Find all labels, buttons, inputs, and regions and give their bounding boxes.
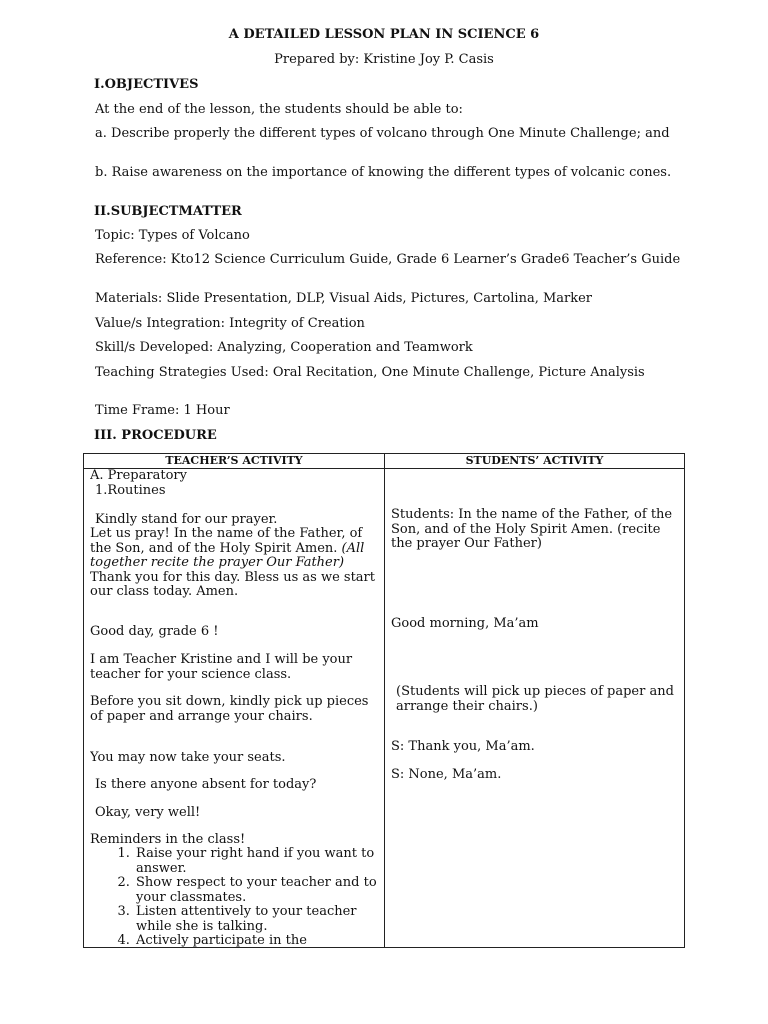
teacher-stand: Kindly stand for our prayer.: [95, 512, 278, 527]
prepared-by: Prepared by: Kristine Joy P. Casis: [274, 52, 494, 67]
objectives-intro: At the end of the lesson, the students should be able to:: [95, 102, 463, 117]
teacher-intro: I am Teacher Kristine and I will be your teacher for your science class.: [90, 652, 353, 682]
teacher-activity-cell: [84, 469, 385, 948]
preparatory-label: A. Preparatory: [90, 469, 187, 483]
subject-matter-heading: II.SUBJECTMATTER: [94, 204, 242, 219]
subject-topic: Topic: Types of Volcano: [95, 228, 250, 243]
list-item: 3. Listen attentively to your teacher while she is talking.: [134, 905, 382, 934]
reminders-list-wrap: [90, 847, 382, 947]
routines-label: 1.Routines: [95, 483, 166, 498]
document-title: A DETAILED LESSON PLAN IN SCIENCE 6: [228, 27, 540, 42]
reminders-label: Reminders in the class!: [90, 832, 246, 847]
subject-reference: Reference: Kto12 Science Curriculum Guide, Grade 6 Learner’s Grade6 Teacher’s Guide: [95, 252, 681, 267]
students-thanks: S: Thank you, Ma’am.: [391, 739, 535, 754]
procedure-table: [83, 453, 685, 948]
teacher-activity-header: TEACHER’S ACTIVITY: [84, 454, 385, 469]
teacher-prayer: Let us pray! In the name of the Father, of the Son, and of the Holy Spirit Amen. (All together recite the prayer Our Father) Thank you for this day. Bless us as we start our class today. Amen.: [90, 526, 375, 599]
subject-time-frame: Time Frame: 1 Hour: [95, 403, 230, 418]
students-none: S: None, Ma’am.: [391, 767, 502, 782]
objective-b: b. Raise awareness on the importance of knowing the different types of volcanic cones.: [95, 165, 672, 180]
teacher-greet: Good day, grade 6 !: [90, 624, 219, 639]
subject-materials: Materials: Slide Presentation, DLP, Visual Aids, Pictures, Cartolina, Marker: [95, 291, 593, 306]
subject-strategies: Teaching Strategies Used: Oral Recitation, One Minute Challenge, Picture Analysis: [95, 365, 645, 380]
students-activity-cell: [385, 469, 685, 948]
students-prayer: Students: In the name of the Father, of the Son, and of the Holy Spirit Amen. (recite the prayer Our Father): [391, 507, 673, 551]
subject-skills: Skill/s Developed: Analyzing, Cooperation and Teamwork: [95, 340, 473, 355]
objective-a: a. Describe properly the different types of volcano through One Minute Challenge; and: [95, 126, 670, 141]
teacher-seats: You may now take your seats.: [90, 750, 286, 765]
list-item: 4. Actively participate in the: [134, 934, 382, 947]
students-greet: Good morning, Ma’am: [391, 616, 539, 631]
teacher-okay: Okay, very well!: [95, 805, 201, 820]
teacher-pickup: Before you sit down, kindly pick up pieces of paper and arrange your chairs.: [90, 694, 369, 724]
reminders-list: [90, 847, 382, 947]
subject-values: Value/s Integration: Integrity of Creation: [95, 316, 365, 331]
objectives-heading: I.OBJECTIVES: [94, 77, 199, 92]
list-item: 2. Show respect to your teacher and to your classmates.: [134, 876, 382, 905]
teacher-absent: Is there anyone absent for today?: [95, 777, 317, 792]
students-activity-header: STUDENTS’ ACTIVITY: [385, 454, 685, 469]
students-pickup: (Students will pick up pieces of paper and arrange their chairs.): [396, 684, 674, 714]
procedure-heading: III. PROCEDURE: [94, 428, 217, 443]
list-item: 1. Raise your right hand if you want to answer.: [134, 847, 382, 876]
